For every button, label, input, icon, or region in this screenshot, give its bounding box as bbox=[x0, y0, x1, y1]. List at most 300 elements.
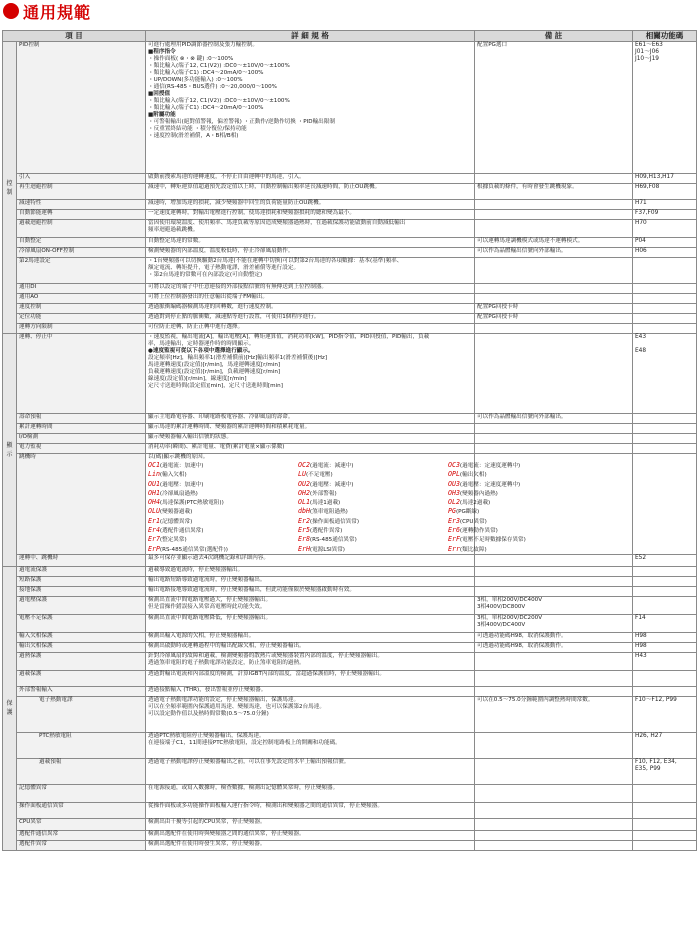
table-row bbox=[3, 830, 697, 840]
trip-code-item bbox=[298, 498, 448, 507]
detail-line: 檢測變頻器的內部溫度，溫度較低時，停止冷卻風扇動作。 bbox=[148, 248, 294, 254]
detail-line: 當因使用環境溫度、使用頻率、馬達負載等原因造成變頻器過熱時，在過載保護功能啟動前自動減低輸出 bbox=[148, 220, 406, 226]
table-row bbox=[3, 434, 697, 444]
note-cell: 配置PG選口 bbox=[475, 42, 633, 174]
note-cell bbox=[475, 220, 633, 238]
red-bullet-icon bbox=[3, 3, 19, 19]
function-code-cell bbox=[633, 424, 697, 434]
note-cell bbox=[475, 294, 633, 304]
trip-code: OLU bbox=[148, 507, 160, 516]
group-label: 控 制 bbox=[3, 42, 17, 334]
trip-code-item bbox=[448, 517, 598, 526]
trip-code: LU bbox=[298, 470, 306, 479]
trip-desc: (過電流：減速中) bbox=[309, 463, 354, 469]
detail-line: 馬達運轉速度(設定值)[r/min]，馬達運轉速度[r/min] bbox=[148, 362, 281, 368]
detail-line: ・類比輸入(端子12, C1(V2)) :DC0〜±10V/0〜±100% bbox=[148, 63, 290, 69]
trip-code: Er3 bbox=[448, 516, 460, 525]
detail-line: 額定電流、轉矩提升，電子熱動電譯，滑差補償等進行設定。 bbox=[148, 265, 300, 271]
detail-line: ●速度監視可從以下各項中選擇進行顯示。 bbox=[148, 348, 254, 354]
detail-line: 可將上位控制器發出的任意輸出從端子FM輸出。 bbox=[148, 294, 268, 300]
note-cell bbox=[475, 830, 633, 840]
trip-code: OH3 bbox=[448, 488, 460, 497]
trip-code-item bbox=[148, 470, 298, 479]
function-code-cell bbox=[633, 294, 697, 304]
detail-line: 透過接點輸入 (THR)，發出警報並停止變頻器。 bbox=[148, 686, 267, 693]
detail-cell bbox=[146, 284, 475, 294]
trip-code-item bbox=[148, 489, 298, 498]
item-name-cell: 外部警報輸入 bbox=[17, 686, 146, 696]
detail-cell bbox=[146, 596, 475, 614]
function-code-cell bbox=[633, 434, 697, 444]
spec-table bbox=[2, 30, 697, 851]
detail-line: 顯示馬達的累計運轉時間、變頻器的累計運轉時間和積累耗電量。 bbox=[148, 424, 311, 430]
detail-line: 從操作面板或多功能操作面板輸入運行指令時，檢測出和變頻器之間的通信異常，停止變頻器。 bbox=[148, 802, 383, 809]
table-row bbox=[3, 696, 697, 732]
detail-cell bbox=[146, 566, 475, 576]
table-row bbox=[3, 220, 697, 238]
function-code-cell bbox=[633, 324, 697, 334]
trip-desc: (變頻器過載) bbox=[159, 509, 193, 516]
item-name-cell: 過電流保護 bbox=[17, 566, 146, 576]
trip-code-item bbox=[298, 535, 448, 544]
note-cell: 配置PG回授卡時 bbox=[475, 314, 633, 324]
table-row bbox=[3, 566, 697, 576]
detail-line: 輸出電路接地導致過電流時，停止變頻器輸出，但此功能僅限於變頻器啟動時有效。 bbox=[148, 586, 355, 593]
table-row bbox=[3, 732, 697, 758]
note-cell: 可透過功能碼H98，取消保護動作。 bbox=[475, 632, 633, 642]
note-cell: 3相，單相200V/DC400V 3相400V/DC800V bbox=[475, 596, 633, 614]
spec-table-wrapper bbox=[2, 30, 696, 933]
table-row bbox=[3, 248, 697, 258]
note-cell: 可透過功能碼H98，取消保護動作。 bbox=[475, 642, 633, 652]
trip-code: Er6 bbox=[448, 526, 460, 535]
detail-line: ・速度監視，輸出電流[A]，輸出電壓[A]，轉矩運算值，消耗功率[kW]，PID指令值，PID回授值，PID輸出，負載 bbox=[148, 334, 430, 340]
item-name-cell: 第2馬達設定 bbox=[17, 258, 146, 284]
item-name-cell: 選配件異常 bbox=[17, 840, 146, 850]
trip-code: OC2 bbox=[298, 461, 310, 469]
function-code-cell: H43 bbox=[633, 652, 697, 670]
detail-cell bbox=[146, 304, 475, 314]
note-cell bbox=[475, 200, 633, 210]
detail-cell bbox=[146, 454, 526, 555]
trip-code: OPL bbox=[448, 470, 460, 479]
trip-code: OU3 bbox=[448, 479, 460, 488]
note-cell bbox=[475, 284, 633, 294]
trip-code-item bbox=[298, 489, 448, 498]
note-cell bbox=[475, 174, 633, 184]
trip-desc: (馬達2過載) bbox=[459, 500, 491, 507]
function-code-cell: H26, H27 bbox=[633, 732, 697, 758]
function-code-cell bbox=[633, 840, 697, 850]
detail-line: 一定速度運轉時，對輸出電壓進行控制，使馬達損耗和變頻器損耗的總和變為最小。 bbox=[148, 210, 355, 216]
function-code-cell bbox=[633, 414, 697, 424]
note-cell bbox=[475, 554, 633, 566]
section-title bbox=[3, 0, 91, 22]
detail-cell bbox=[146, 784, 475, 802]
trip-code: Err bbox=[448, 544, 460, 553]
detail-cell bbox=[146, 334, 475, 414]
col-header-note: 備 註 bbox=[475, 31, 633, 42]
trip-code-item bbox=[298, 507, 448, 516]
detail-line: 檢測出啟動時或運轉過程中的輸出配線欠相，停止變頻器輸出。 bbox=[148, 642, 305, 649]
detail-line: 檢測出輸入電源的欠相，停止變頻器輸出。 bbox=[148, 632, 255, 639]
trip-intro: 以(碼)顯示跳機的原因。 bbox=[148, 454, 209, 460]
detail-cell bbox=[146, 632, 475, 642]
trip-desc: (輸入欠相) bbox=[159, 472, 187, 479]
detail-line: ・UP/DOWN(多功能輸入) :0〜100% bbox=[148, 77, 243, 83]
detail-line: ・類比輸入(端子C1) :DC4〜20mA/0〜100% bbox=[148, 70, 264, 76]
trip-code-item bbox=[148, 545, 298, 554]
note-cell: 可以作為晶體輸出信號向外部輸出。 bbox=[475, 414, 633, 424]
function-code-cell bbox=[633, 670, 697, 686]
trip-desc: (過電壓：定速度運轉中) bbox=[459, 481, 521, 488]
col-header-detail: 詳 細 規 格 bbox=[146, 31, 475, 42]
trip-code-item bbox=[448, 545, 598, 554]
function-code-cell: E52 bbox=[633, 554, 697, 566]
trip-code-item bbox=[448, 489, 598, 498]
detail-cell bbox=[146, 818, 475, 830]
trip-code: Er2 bbox=[298, 516, 310, 525]
detail-line: 負載運轉速度(設定值)[r/min]，負載運轉速度[r/min] bbox=[148, 369, 281, 375]
note-cell: 配置PG回授卡時 bbox=[475, 304, 633, 314]
trip-code-item bbox=[148, 507, 298, 516]
note-cell bbox=[475, 758, 633, 784]
note-cell: 可以作為晶體輸出信號向外部輸出。 bbox=[475, 248, 633, 258]
detail-cell bbox=[146, 732, 475, 758]
function-code-cell bbox=[633, 686, 697, 696]
detail-cell bbox=[146, 696, 475, 732]
page-title: 通用規範 bbox=[23, 2, 92, 22]
note-cell: 3相，單相200V/DC200V 3相400V/DC400V bbox=[475, 614, 633, 632]
trip-code-item bbox=[448, 461, 598, 470]
table-row bbox=[3, 596, 697, 614]
detail-cell bbox=[146, 686, 475, 696]
table-body bbox=[3, 42, 697, 851]
table-row bbox=[3, 304, 697, 314]
detail-line: ・類比輸入(端子C1) :DC4〜20mA/0〜100% bbox=[148, 105, 264, 111]
item-name-cell: 累計運轉時間 bbox=[17, 424, 146, 434]
item-name-cell: 電力監視 bbox=[17, 444, 146, 454]
table-row bbox=[3, 652, 697, 670]
table-row bbox=[3, 632, 697, 642]
function-code-cell: F10〜F12, P99 bbox=[633, 696, 697, 732]
detail-line: 過載導致過電流時，停止變頻器輸出。 bbox=[148, 566, 244, 573]
trip-code: OC3 bbox=[448, 461, 460, 469]
table-row bbox=[3, 200, 697, 210]
function-code-cell bbox=[633, 784, 697, 802]
col-header-code: 相關功能碼 bbox=[633, 31, 697, 42]
item-name-cell: 過載迴避控制 bbox=[17, 220, 146, 238]
detail-line: 可以在全頻率範圍內保護通用馬達、變頻馬達，也可以保護第2台馬達。 bbox=[148, 703, 325, 710]
detail-cell bbox=[146, 294, 475, 304]
function-code-cell bbox=[633, 586, 697, 596]
item-name-cell: 自動整定 bbox=[17, 238, 146, 248]
detail-cell bbox=[146, 314, 475, 324]
detail-line: 透過煞車電阻的電子熱動電譯功能設定，防止煞車電阻的過熱。 bbox=[148, 659, 305, 666]
function-code-cell: H70 bbox=[633, 220, 697, 238]
note-cell bbox=[475, 258, 633, 284]
table-row bbox=[3, 184, 697, 200]
table-row bbox=[3, 314, 697, 324]
trip-code-item bbox=[148, 517, 298, 526]
function-code-cell bbox=[633, 802, 697, 818]
detail-cell bbox=[146, 576, 475, 586]
function-code-cell: F37,F09 bbox=[633, 210, 697, 220]
detail-line: ・速度控制(滑差補償，A・B相/B相) bbox=[148, 133, 239, 139]
detail-line: 針對冷卻風扇的故障和過載，檢測變頻器的散熱片或變頻器裝置內部的溫度，停止變頻器輸出。 bbox=[148, 652, 383, 659]
table-row bbox=[3, 840, 697, 850]
table-row bbox=[3, 324, 697, 334]
function-code-cell bbox=[633, 830, 697, 840]
item-name-cell: 通用AO bbox=[17, 294, 146, 304]
trip-desc: (馬達保護(PTC熱敏電阻)) bbox=[159, 500, 224, 507]
trip-code-item bbox=[448, 535, 598, 544]
detail-line: 啟動前搜索馬達的運轉速度，不停止自由運轉中的馬達，引入。 bbox=[148, 174, 305, 180]
trip-code-item bbox=[298, 480, 448, 489]
col-header-item: 項 目 bbox=[3, 31, 146, 42]
trip-desc: (變頻器內過熱) bbox=[459, 490, 498, 497]
trip-code: OH1 bbox=[148, 488, 160, 497]
function-code-cell: H06 bbox=[633, 248, 697, 258]
function-code-cell: H69,F08 bbox=[633, 184, 697, 200]
item-name-cell: PID控制 bbox=[17, 42, 146, 174]
detail-line: 定尺寸送進時間(設定值)[min]，定尺寸送進時間[min] bbox=[148, 383, 283, 389]
trip-code: OU1 bbox=[148, 479, 160, 488]
trip-code: ErF bbox=[448, 535, 460, 544]
function-code-cell bbox=[633, 314, 697, 324]
item-name-cell: I/O檢測 bbox=[17, 434, 146, 444]
table-row bbox=[3, 802, 697, 818]
detail-cell bbox=[146, 586, 475, 596]
trip-code-item bbox=[298, 470, 448, 479]
trip-code: OL2 bbox=[448, 498, 460, 507]
detail-line: ・操作面板( ⊗・⊗ 鍵) :0〜100% bbox=[148, 56, 234, 62]
table-row bbox=[3, 258, 697, 284]
function-code-cell bbox=[633, 304, 697, 314]
item-name-cell: 壽命預報 bbox=[17, 414, 146, 424]
detail-line: 可以設定動作值以及熱時間常數(0.5〜75.0分鐘) bbox=[148, 710, 269, 717]
detail-line: 但是當操作錯誤接入異常高電壓時此功能失效。 bbox=[148, 603, 266, 610]
item-name-cell: 過熱保護 bbox=[17, 652, 146, 670]
note-cell bbox=[475, 444, 633, 454]
item-name-cell: 接地保護 bbox=[17, 586, 146, 596]
trip-code: OL1 bbox=[298, 498, 310, 507]
trip-desc: (煞車電阻過熱) bbox=[309, 509, 348, 516]
note-cell bbox=[475, 784, 633, 802]
function-code-cell bbox=[633, 596, 697, 614]
detail-line: ・反重置終結功能 ・積分復位/保持功能 bbox=[148, 126, 247, 132]
detail-line: 檢測出直流中間電路電壓過大，停止變頻器輸出。 bbox=[148, 596, 272, 603]
trip-code-item bbox=[298, 526, 448, 535]
detail-cell bbox=[146, 758, 475, 784]
table-row bbox=[3, 670, 697, 686]
trip-desc: (RS-485通信異常) bbox=[309, 537, 357, 544]
detail-line: 最多可保存並顯示過去4次跳機記錄和詳細內容。 bbox=[148, 554, 270, 561]
detail-cell bbox=[146, 238, 475, 248]
trip-desc: (記憶體異常) bbox=[159, 518, 193, 525]
trip-code: Er4 bbox=[148, 526, 160, 535]
table-row bbox=[3, 238, 697, 248]
note-cell bbox=[475, 670, 633, 686]
item-name-cell: 減速特性 bbox=[17, 200, 146, 210]
item-name-cell: PTC熱敏電阻 bbox=[17, 732, 146, 758]
table-row bbox=[3, 424, 697, 434]
detail-cell bbox=[146, 802, 475, 818]
table-row bbox=[3, 174, 697, 184]
trip-code: OH2 bbox=[298, 488, 310, 497]
table-row bbox=[3, 444, 697, 454]
item-name-cell: 定位功能 bbox=[17, 314, 146, 324]
detail-line: 減速中，轉矩運算值超過預先設定值以上時，自動控制輸出頻率延長減速時間，防止OU跳機。 bbox=[148, 184, 381, 190]
note-cell bbox=[475, 802, 633, 818]
detail-cell bbox=[146, 444, 475, 454]
trip-desc: (過電流：加速中) bbox=[159, 463, 204, 469]
trip-desc: (選配件通信異常) bbox=[159, 528, 204, 535]
detail-line: 線速度(設定值)[r/min]，線速度[r/min] bbox=[148, 376, 247, 382]
table-row bbox=[3, 42, 697, 174]
trip-desc: (電壓不足時數據保存異常) bbox=[459, 537, 526, 544]
detail-cell bbox=[146, 554, 475, 566]
note-cell bbox=[475, 732, 633, 758]
detail-line: 頻率迴避過載跳機。 bbox=[148, 227, 199, 233]
table-row bbox=[3, 758, 697, 784]
trip-code-grid bbox=[148, 461, 526, 554]
trip-code-item bbox=[298, 461, 448, 470]
function-code-cell: P04 bbox=[633, 238, 697, 248]
detail-line: 透過PTC熱敏電阻停止變頻器輸出，保護馬達。 bbox=[148, 732, 265, 739]
trip-code-item bbox=[298, 545, 448, 554]
trip-code-item bbox=[448, 470, 598, 479]
note-cell bbox=[475, 652, 633, 670]
detail-line: 可進行處理用PID調節器控制及張力輸控制。 bbox=[148, 42, 259, 48]
trip-desc: (馬達1過載) bbox=[309, 500, 341, 507]
table-header-row bbox=[3, 31, 697, 42]
detail-cell bbox=[146, 174, 475, 184]
item-name-cell: 運轉中、跳機時 bbox=[17, 554, 146, 566]
note-cell bbox=[475, 424, 633, 434]
trip-code: OU2 bbox=[298, 479, 310, 488]
detail-line: ■回授值 bbox=[148, 91, 171, 97]
trip-desc: (操作面板通信異常) bbox=[309, 518, 360, 525]
detail-line: 可位防止逆轉，防止正轉中進行選擇。 bbox=[148, 324, 244, 330]
function-code-cell: E61〜E63 J01〜J06 J10〜J19 bbox=[633, 42, 697, 174]
trip-desc: (選配件異常) bbox=[309, 528, 343, 535]
trip-code: Lin bbox=[148, 470, 160, 479]
detail-line: 減速時，增加馬達的損耗，減少變頻器中回生的負荷能量防止OU跳機。 bbox=[148, 200, 325, 206]
trip-desc: (過電壓：減速中) bbox=[309, 481, 354, 488]
item-name-cell: 電壓不足保護 bbox=[17, 614, 146, 632]
function-code-cell: H98 bbox=[633, 642, 697, 652]
table-row bbox=[3, 686, 697, 696]
item-name-cell: 過電壓保護 bbox=[17, 596, 146, 614]
trip-code-item bbox=[148, 526, 298, 535]
detail-line: 在連接端子C1，11間連接PTC熱敏電阻，設定控制電路板上的開關和功能碼。 bbox=[148, 739, 341, 746]
trip-desc: (過電壓：加速中) bbox=[159, 481, 204, 488]
detail-line: ・可警報輸出(絕對值警報，偏差警報) ・正動作/逆動作切換 ・PID輸出限制 bbox=[148, 119, 335, 125]
detail-line: 透過電子熱動電譯停止變頻器輸出之前，可以在事先設定的水平上輸出預報信號。 bbox=[148, 758, 350, 765]
item-name-cell: 冷卻風扇ON-OFF控制 bbox=[17, 248, 146, 258]
detail-line: ■附屬功能 bbox=[148, 112, 176, 118]
detail-line: 檢測出選配件在使用時與變頻器之間的通信異常，停止變頻器。 bbox=[148, 830, 305, 837]
detail-cell bbox=[146, 434, 475, 444]
detail-line: 顯示主電路電容器、印刷電路板電容器、冷卻風扇的壽命。 bbox=[148, 414, 294, 420]
detail-line: 透過電子熱動電譯功能的設定，停止變頻器輸出，保護馬達。 bbox=[148, 696, 300, 703]
trip-code: dbH bbox=[298, 507, 310, 516]
trip-code-item bbox=[448, 507, 598, 516]
item-name-cell: 通用DI bbox=[17, 284, 146, 294]
detail-cell bbox=[146, 210, 475, 220]
trip-desc: (PG斷線) bbox=[455, 509, 480, 516]
detail-line: 檢測出選配件在使用時發生異常，停止變頻器。 bbox=[148, 840, 266, 847]
trip-code-item bbox=[148, 498, 298, 507]
table-row bbox=[3, 642, 697, 652]
table-row bbox=[3, 414, 697, 424]
detail-cell bbox=[146, 248, 475, 258]
trip-code: Er8 bbox=[298, 535, 310, 544]
detail-cell bbox=[146, 220, 475, 238]
item-name-cell: 運轉、停止中 bbox=[17, 334, 146, 414]
trip-desc: (冷卻風扇過熱) bbox=[159, 490, 198, 497]
note-cell: 根據負載的條件，有時會發生跳機現象。 bbox=[475, 184, 633, 200]
table-row bbox=[3, 454, 697, 555]
detail-line: 檢測出由干擾等引起的CPU異常，停止變頻器。 bbox=[148, 818, 266, 825]
table-row bbox=[3, 294, 697, 304]
detail-cell bbox=[146, 414, 475, 424]
detail-line: 透過脈衝編碼器檢測馬達的回轉數，進行速度控制。 bbox=[148, 304, 277, 310]
trip-code: Er7 bbox=[148, 535, 160, 544]
detail-line: 自動整定馬達的常數。 bbox=[148, 238, 204, 244]
trip-code-item bbox=[448, 498, 598, 507]
table-row bbox=[3, 586, 697, 596]
function-code-cell bbox=[633, 576, 697, 586]
trip-code: OH4 bbox=[148, 498, 160, 507]
note-cell bbox=[475, 566, 633, 576]
group-label: 保 護 bbox=[3, 566, 17, 850]
trip-desc: (CPU異常) bbox=[459, 518, 487, 525]
detail-cell bbox=[146, 840, 475, 850]
item-name-cell: 速度控制 bbox=[17, 304, 146, 314]
trip-code-item bbox=[148, 480, 298, 489]
item-name-cell: 過載預報 bbox=[17, 758, 146, 784]
item-name-cell: 短路保護 bbox=[17, 576, 146, 586]
trip-code: Er1 bbox=[148, 516, 160, 525]
item-name-cell: 過載保護 bbox=[17, 670, 146, 686]
note-cell: 可以運轉馬達調機模式或馬達不運轉模式。 bbox=[475, 238, 633, 248]
item-name-cell: 引入 bbox=[17, 174, 146, 184]
note-cell bbox=[475, 818, 633, 830]
trip-desc: (運轉動作異常) bbox=[459, 528, 498, 535]
trip-code-item bbox=[448, 526, 598, 535]
trip-desc: (類比故障) bbox=[459, 546, 487, 553]
trip-code: ErH bbox=[298, 544, 310, 553]
trip-code: Er5 bbox=[298, 526, 310, 535]
trip-desc: (電源LSI異常) bbox=[309, 546, 345, 553]
detail-line: 可將以設定的端子中任意連接的外部接點信號的有無傳送到上位控制器。 bbox=[148, 284, 328, 290]
detail-cell bbox=[146, 200, 475, 210]
item-name-cell: CPU異常 bbox=[17, 818, 146, 830]
trip-code: ErP bbox=[148, 544, 160, 553]
detail-line: 透過對到停止點的脈衝數，減速點等進行設置，可使用1個程序進行。 bbox=[148, 314, 320, 320]
detail-cell bbox=[146, 258, 475, 284]
function-code-cell bbox=[633, 566, 697, 576]
detail-line: 在電源接通，或寫入數據時，檢查數據，檢測出記憶體異常時，停止變頻器。 bbox=[148, 784, 339, 791]
function-code-cell: E43 E48 bbox=[633, 334, 697, 414]
note-cell bbox=[475, 210, 633, 220]
detail-cell bbox=[146, 324, 475, 334]
function-code-cell bbox=[633, 284, 697, 294]
note-cell bbox=[475, 334, 633, 414]
function-code-cell: H98 bbox=[633, 632, 697, 642]
